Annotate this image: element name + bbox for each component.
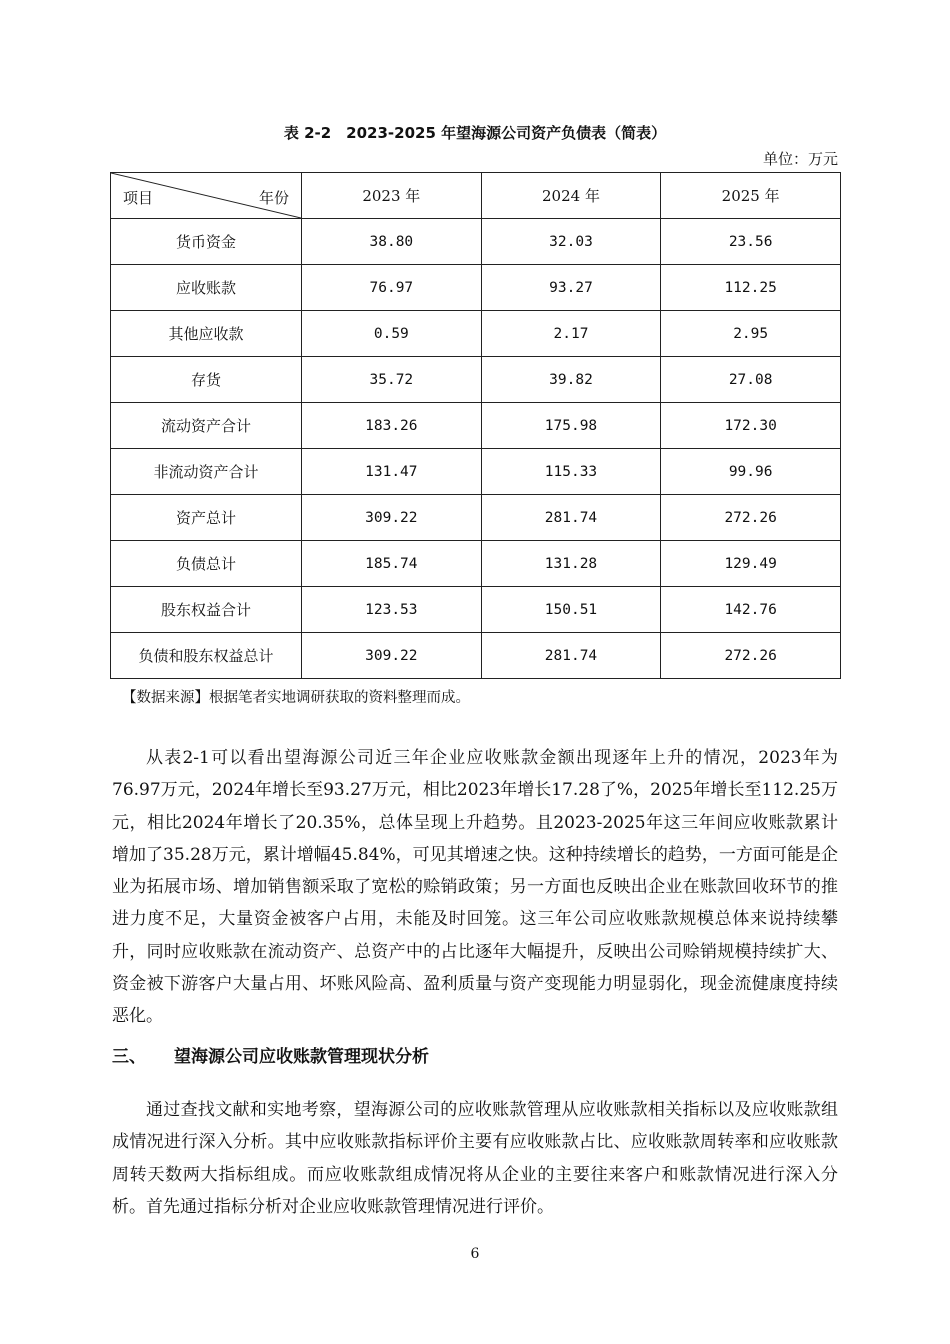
cell-value: 309.22 bbox=[302, 633, 482, 679]
cell-value: 32.03 bbox=[481, 219, 661, 265]
section-heading bbox=[112, 1042, 429, 1067]
cell-value: 39.82 bbox=[481, 357, 661, 403]
cell-value: 115.33 bbox=[481, 449, 661, 495]
row-label: 流动资产合计 bbox=[111, 403, 302, 449]
table-row bbox=[111, 633, 841, 679]
section-title: 望海源公司应收账款管理现状分析 bbox=[174, 1047, 429, 1067]
cell-value: 142.76 bbox=[661, 587, 841, 633]
cell-value: 272.26 bbox=[661, 495, 841, 541]
cell-value: 2.17 bbox=[481, 311, 661, 357]
table-row bbox=[111, 495, 841, 541]
cell-value: 2.95 bbox=[661, 311, 841, 357]
row-label: 负债和股东权益总计 bbox=[111, 633, 302, 679]
cell-value: 150.51 bbox=[481, 587, 661, 633]
cell-value: 129.49 bbox=[661, 541, 841, 587]
section-number: 三、 bbox=[112, 1047, 146, 1067]
cell-value: 27.08 bbox=[661, 357, 841, 403]
cell-value: 131.47 bbox=[302, 449, 482, 495]
cell-value: 35.72 bbox=[302, 357, 482, 403]
row-label: 股东权益合计 bbox=[111, 587, 302, 633]
table-row bbox=[111, 587, 841, 633]
row-label: 负债总计 bbox=[111, 541, 302, 587]
cell-value: 123.53 bbox=[302, 587, 482, 633]
table-row bbox=[111, 541, 841, 587]
row-label: 非流动资产合计 bbox=[111, 449, 302, 495]
year-header-2024: 2024 年 bbox=[481, 173, 661, 219]
cell-value: 99.96 bbox=[661, 449, 841, 495]
table-corner-cell bbox=[111, 173, 302, 219]
cell-value: 281.74 bbox=[481, 633, 661, 679]
cell-value: 38.80 bbox=[302, 219, 482, 265]
cell-value: 0.59 bbox=[302, 311, 482, 357]
cell-value: 131.28 bbox=[481, 541, 661, 587]
intro-paragraph: 通过查找文献和实地考察，望海源公司的应收账款管理从应收账款相关指标以及应收账款组成情况进行深入分析。其中应收账款指标评价主要有应收账款占比、应收账款周转率和应收账款周转天数两大指标组成。而应收账款组成情况将从企业的主要往来客户和账款情况进行深入分析。首先通过指标分析对企业应收账款管理情况进行评价。 bbox=[112, 1100, 838, 1217]
table-title: 表 2-2 2023-2025 年望海源公司资产负债表（简表） bbox=[283, 124, 667, 142]
table-row bbox=[111, 403, 841, 449]
cell-value: 309.22 bbox=[302, 495, 482, 541]
table-row bbox=[111, 219, 841, 265]
cell-value: 93.27 bbox=[481, 265, 661, 311]
cell-value: 172.30 bbox=[661, 403, 841, 449]
data-source-note: 【数据来源】根据笔者实地调研获取的资料整理而成。 bbox=[122, 690, 470, 706]
table-row bbox=[111, 311, 841, 357]
analysis-paragraph: 从表2-1可以看出望海源公司近三年企业应收账款金额出现逐年上升的情况，2023年为76.97万元，2024年增长至93.27万元，相比2023年增长17.28了%，2025年增长至112.25万元，相比2024年增长了20.35%，总体呈现上升趋势。且2023-2025年这三年间应收账款累计增加了35.28万元，累计增幅45.84%，可见其增速之快。这种持续增长的趋势，一方面可能是企业为拓展市场、增加销售额采取了宽松的赊销政策；另一方面也反映出企业在账款回收环节的推进力度不足，大量资金被客户占用，未能及时回笼。这三年公司应收账款规模总体来说持续攀升，同时应收账款在流动资产、总资产中的占比逐年大幅提升，反映出公司赊销规模持续扩大、资金被下游客户大量占用、坏账风险高、盈利质量与资产变现能力明显弱化，现金流健康度持续恶化。 bbox=[112, 748, 838, 1027]
balance-sheet-table bbox=[110, 172, 841, 679]
year-header-2025: 2025 年 bbox=[661, 173, 841, 219]
table-row bbox=[111, 357, 841, 403]
corner-year-label: 年份 bbox=[258, 189, 289, 207]
year-header-2023: 2023 年 bbox=[302, 173, 482, 219]
table-row bbox=[111, 449, 841, 495]
cell-value: 185.74 bbox=[302, 541, 482, 587]
row-label: 货币资金 bbox=[111, 219, 302, 265]
corner-item-label: 项目 bbox=[123, 189, 154, 207]
row-label: 存货 bbox=[111, 357, 302, 403]
cell-value: 76.97 bbox=[302, 265, 482, 311]
cell-value: 175.98 bbox=[481, 403, 661, 449]
table-row bbox=[111, 265, 841, 311]
row-label: 其他应收款 bbox=[111, 311, 302, 357]
row-label: 资产总计 bbox=[111, 495, 302, 541]
cell-value: 272.26 bbox=[661, 633, 841, 679]
table-header-row bbox=[111, 173, 841, 219]
cell-value: 112.25 bbox=[661, 265, 841, 311]
table-unit: 单位：万元 bbox=[762, 150, 838, 168]
row-label: 应收账款 bbox=[111, 265, 302, 311]
page-number: 6 bbox=[470, 1246, 480, 1262]
cell-value: 183.26 bbox=[302, 403, 482, 449]
cell-value: 23.56 bbox=[661, 219, 841, 265]
cell-value: 281.74 bbox=[481, 495, 661, 541]
